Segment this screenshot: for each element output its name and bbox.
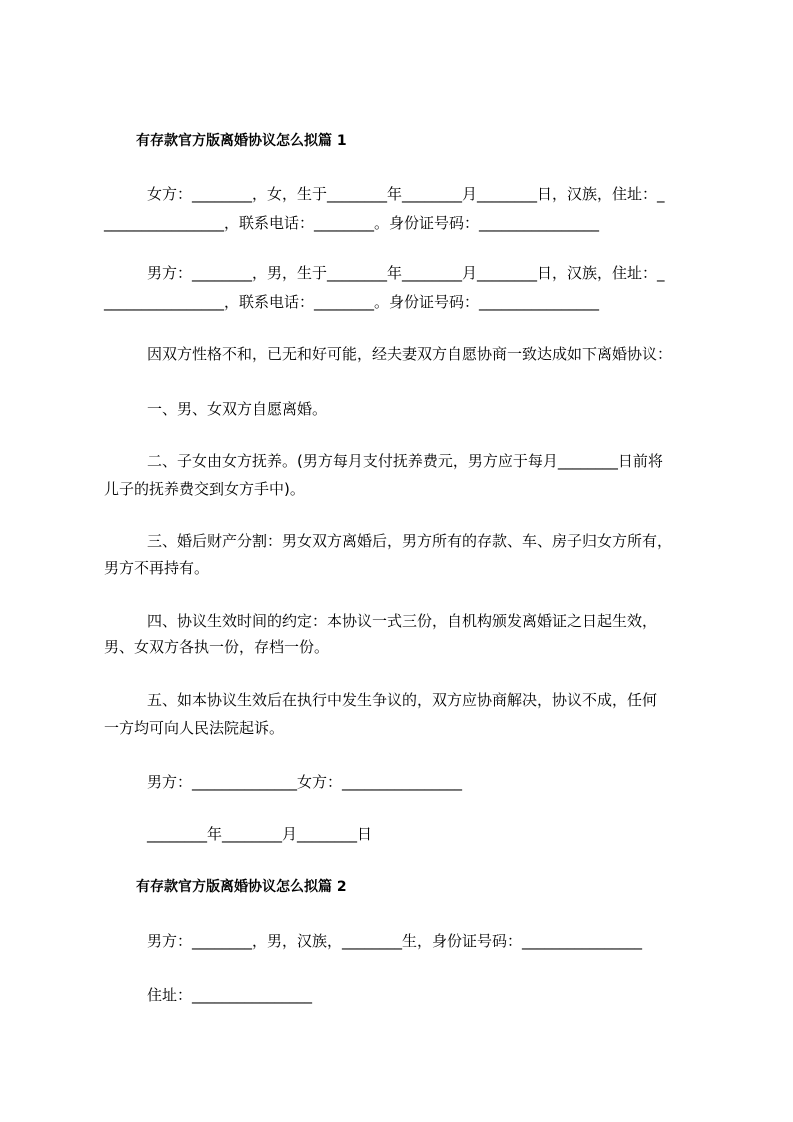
section2-husband-line: 男方：________，男，汉族，________生，身份证号码：________________ <box>147 932 643 950</box>
agreement-intro: 因双方性格不和，已无和好可能，经夫妻双方自愿协商一致达成如下离婚协议： <box>147 345 673 363</box>
section1-heading: 有存款官方版离婚协议怎么拟篇 1 <box>136 133 347 149</box>
date-line: ________年________月________日 <box>147 825 373 843</box>
wife-info-line-2: ________________，联系电话：________。身份证号码：________________ <box>104 214 600 232</box>
husband-info-line-2: ________________，联系电话：________。身份证号码：________________ <box>104 293 600 311</box>
clause-5-line-1: 五、如本协议生效后在执行中发生争议的，双方应协商解决，协议不成，任何 <box>147 691 658 709</box>
clause-3-line-1: 三、婚后财产分割：男女双方离婚后，男方所有的存款、车、房子归女方所有， <box>147 532 673 550</box>
wife-info-line-1: 女方：________，女，生于________年________月________日，汉族，住址：_ <box>147 185 665 203</box>
clause-4-line-2: 男、女双方各执一份，存档一份。 <box>104 638 330 656</box>
clause-1: 一、男、女双方自愿离婚。 <box>147 400 328 418</box>
clause-3-line-2: 男方不再持有。 <box>104 559 210 577</box>
signature-line: 男方：______________女方：________________ <box>147 773 463 791</box>
section2-address-line: 住址：________________ <box>147 986 313 1004</box>
clause-5-line-2: 一方均可向人民法院起诉。 <box>104 719 285 737</box>
clause-2-line-2: 儿子的抚养费交到女方手中)。 <box>104 480 305 498</box>
husband-info-line-1: 男方：________，男，生于________年________月________日，汉族，住址：_ <box>147 264 665 282</box>
clause-2-line-1: 二、子女由女方抚养。(男方每月支付抚养费元，男方应于每月________日前将 <box>147 452 663 470</box>
clause-4-line-1: 四、协议生效时间的约定：本协议一式三份，自机构颁发离婚证之日起生效， <box>147 612 658 630</box>
section2-heading: 有存款官方版离婚协议怎么拟篇 2 <box>136 879 347 895</box>
